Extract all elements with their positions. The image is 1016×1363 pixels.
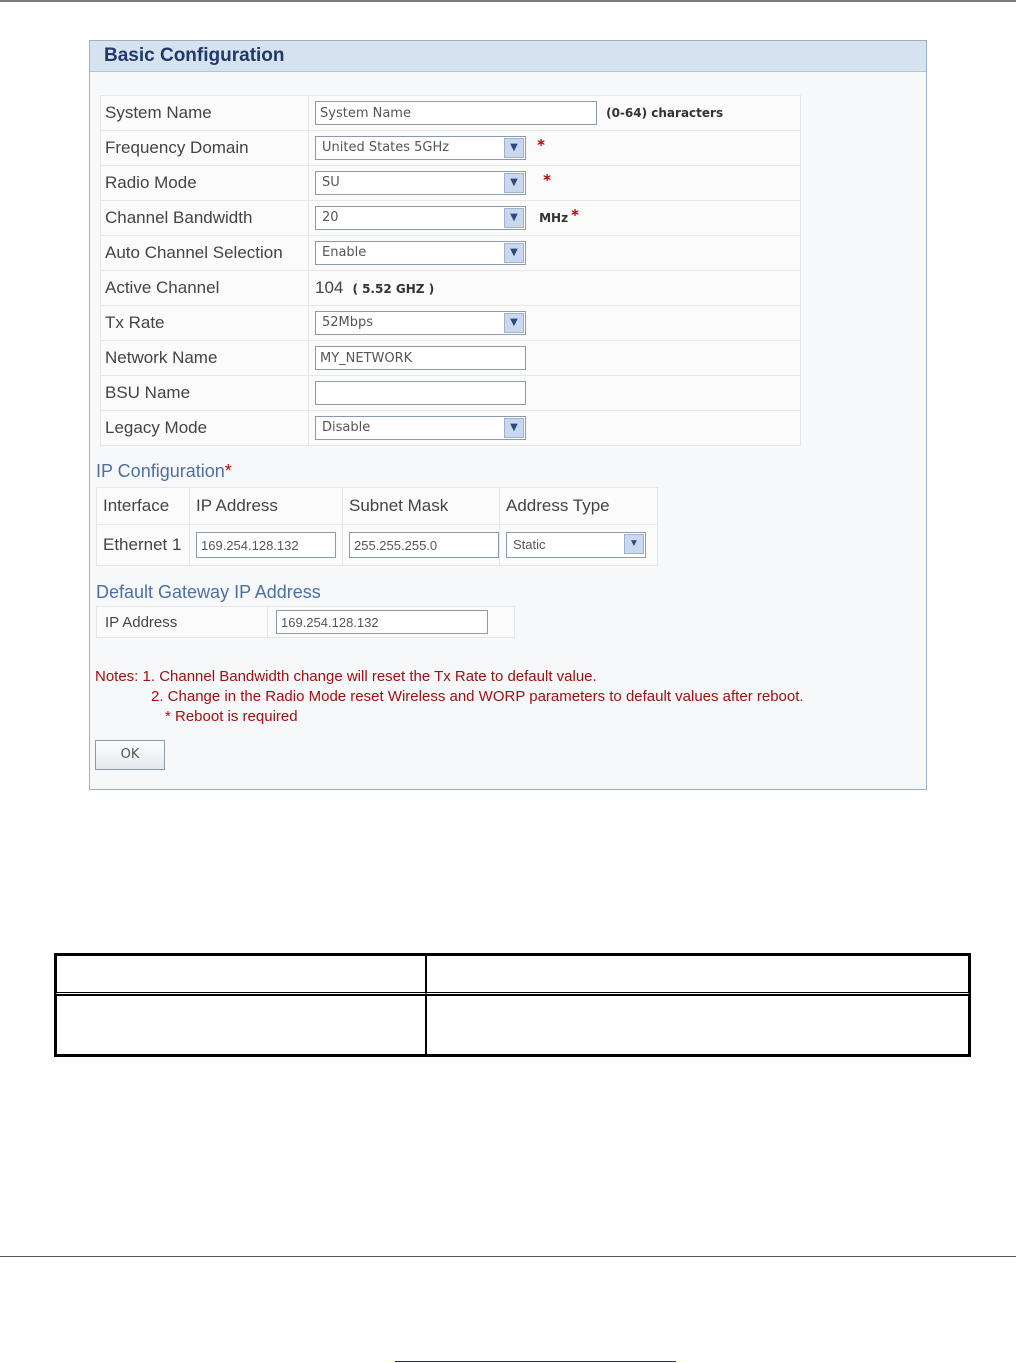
system-name-input[interactable]: System Name — [315, 101, 597, 125]
chevron-down-icon[interactable]: ▼ — [504, 173, 524, 193]
required-marker: * — [537, 136, 545, 154]
tx-rate-select[interactable]: 52Mbps ▼ — [315, 311, 526, 335]
frequency-domain-label: Frequency Domain — [101, 131, 309, 166]
active-channel-frequency: ( 5.52 GHZ ) — [352, 282, 435, 296]
system-name-hint: (0-64) characters — [606, 106, 724, 120]
network-name-label: Network Name — [101, 341, 309, 376]
active-channel-value: 104 — [315, 278, 344, 297]
required-marker: * — [543, 171, 551, 189]
empty-document-table — [54, 953, 971, 1057]
notes — [95, 667, 804, 727]
chevron-down-icon[interactable]: ▼ — [504, 313, 524, 333]
channel-bandwidth-label: Channel Bandwidth — [101, 201, 309, 236]
chevron-down-icon[interactable]: ▼ — [504, 208, 524, 228]
top-rule — [0, 0, 1016, 2]
gateway-ip-label: IP Address — [97, 607, 268, 638]
default-gateway-title: Default Gateway IP Address — [96, 582, 321, 602]
bsu-name-label: BSU Name — [101, 376, 309, 411]
row-radio-mode — [101, 166, 801, 201]
chevron-down-icon[interactable]: ▼ — [624, 534, 644, 554]
header-subnet-mask: Subnet Mask — [343, 488, 500, 525]
row-channel-bandwidth — [101, 201, 801, 236]
tx-rate-label: Tx Rate — [101, 306, 309, 341]
note-1: Notes: 1. Channel Bandwidth change will reset the Tx Rate to default value. — [95, 668, 597, 685]
row-network-name — [101, 341, 801, 376]
doc-table-header-cell — [56, 955, 426, 995]
radio-mode-label: Radio Mode — [101, 166, 309, 201]
chevron-down-icon[interactable]: ▼ — [504, 138, 524, 158]
row-legacy-mode — [101, 411, 801, 446]
ip-table-header — [97, 488, 658, 525]
radio-mode-select[interactable]: SU ▼ — [315, 171, 526, 195]
auto-channel-select[interactable]: Enable ▼ — [315, 241, 526, 265]
default-gateway-table — [96, 606, 515, 638]
auto-channel-label: Auto Channel Selection — [101, 236, 309, 271]
ip-configuration-table — [96, 487, 658, 566]
system-name-label: System Name — [101, 96, 309, 131]
row-active-channel — [101, 271, 801, 306]
legacy-mode-label: Legacy Mode — [101, 411, 309, 446]
footer-link-underline[interactable] — [395, 1361, 676, 1362]
basic-configuration-panel — [89, 40, 927, 790]
ip-table-row — [97, 525, 658, 566]
footer-rule — [0, 1256, 1016, 1257]
header-ip-address: IP Address — [190, 488, 343, 525]
required-marker: * — [571, 206, 579, 224]
bandwidth-unit: MHz — [539, 211, 569, 225]
ip-address-input[interactable]: 169.254.128.132 — [196, 532, 336, 558]
legacy-mode-select[interactable]: Disable ▼ — [315, 416, 526, 440]
doc-table-cell — [426, 995, 969, 1055]
doc-table-cell — [56, 995, 426, 1055]
row-system-name — [101, 96, 801, 131]
ip-configuration-title: IP Configuration* — [96, 461, 232, 481]
subnet-mask-input[interactable]: 255.255.255.0 — [349, 532, 499, 558]
row-auto-channel — [101, 236, 801, 271]
row-tx-rate — [101, 306, 801, 341]
frequency-domain-select[interactable]: United States 5GHz ▼ — [315, 136, 526, 160]
chevron-down-icon[interactable]: ▼ — [504, 418, 524, 438]
address-type-select[interactable]: Static ▼ — [506, 532, 646, 558]
basic-config-table — [100, 95, 801, 446]
required-marker: * — [224, 461, 232, 481]
panel-title: Basic Configuration — [90, 41, 926, 72]
row-bsu-name — [101, 376, 801, 411]
header-address-type: Address Type — [500, 488, 658, 525]
bsu-name-input[interactable] — [315, 381, 526, 405]
ok-button[interactable]: OK — [95, 740, 165, 770]
header-interface: Interface — [97, 488, 190, 525]
doc-table-header-cell — [426, 955, 969, 995]
note-3: * Reboot is required — [165, 708, 298, 725]
network-name-input[interactable]: MY_NETWORK — [315, 346, 526, 370]
interface-value: Ethernet 1 — [97, 525, 190, 566]
active-channel-label: Active Channel — [101, 271, 309, 306]
gateway-ip-input[interactable]: 169.254.128.132 — [276, 610, 488, 634]
channel-bandwidth-select[interactable]: 20 ▼ — [315, 206, 526, 230]
row-frequency-domain — [101, 131, 801, 166]
chevron-down-icon[interactable]: ▼ — [504, 243, 524, 263]
note-2: 2. Change in the Radio Mode reset Wireless and WORP parameters to default values after reboot. — [151, 688, 804, 705]
